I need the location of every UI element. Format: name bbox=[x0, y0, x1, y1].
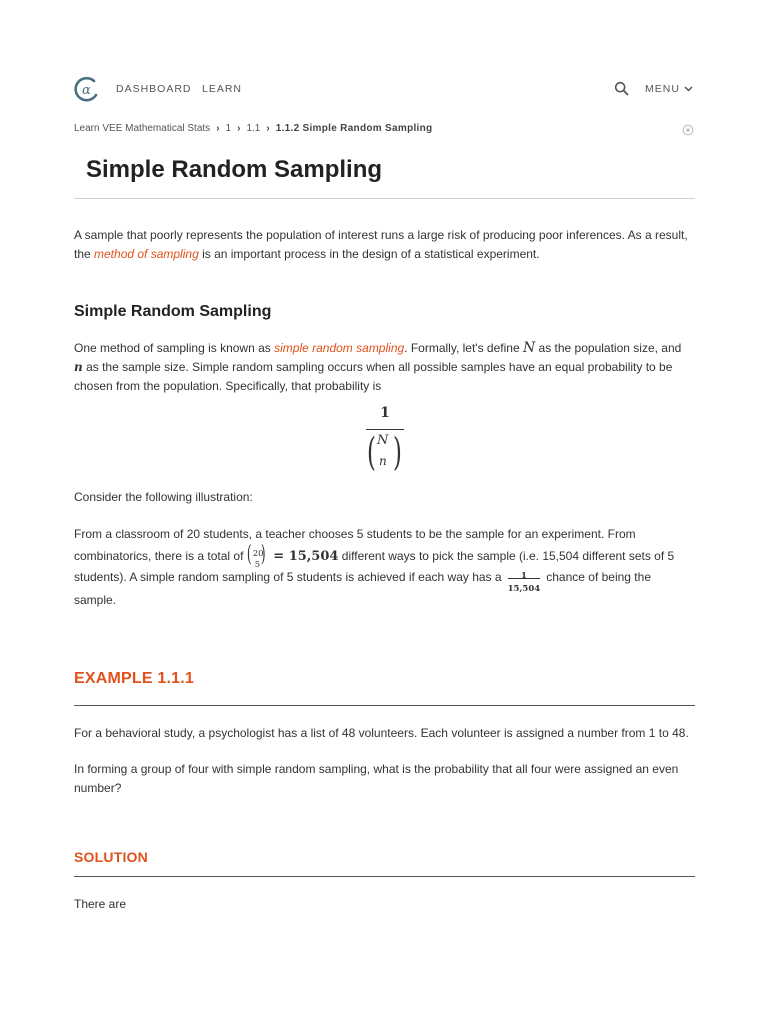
math-N: N bbox=[522, 340, 536, 356]
definition-text: as the sample size. Simple random sampling occurs when all possible samples have an equal probability to be chosen from the population. Specifically, that probability is bbox=[74, 360, 673, 393]
example-paragraph-1: For a behavioral study, a psychologist has a list of 48 volunteers. Each volunteer is assigned a number from 1 to 48. bbox=[74, 726, 689, 740]
solution-divider bbox=[74, 876, 695, 877]
breadcrumb-current: 1.1.2 Simple Random Sampling bbox=[275, 123, 433, 134]
title-divider bbox=[74, 198, 695, 199]
chevron-down-icon bbox=[684, 86, 693, 92]
illustration-text: chance of being the sample. bbox=[74, 570, 651, 607]
solution-title: SOLUTION bbox=[74, 849, 148, 865]
inline-binomial: ( 20 5 ) bbox=[247, 545, 269, 567]
illustration-text: different ways to pick the sample (i.e. 15,504 different sets of 5 students). A simple random sampling of 5 students is achieved if each way has a bbox=[74, 549, 675, 584]
fraction-denominator: 15,504 bbox=[507, 584, 541, 594]
probability-formula bbox=[360, 405, 410, 475]
binom-top: 20 bbox=[252, 549, 264, 559]
inline-fraction bbox=[507, 568, 541, 594]
breadcrumb-item-course[interactable]: Learn VEE Mathematical Stats bbox=[74, 123, 211, 134]
definition-text: . Formally, let's define bbox=[404, 341, 523, 355]
illustration-text: From a classroom of 20 students, a teacher chooses 5 students to be the sample for an experiment. From combinatorics, there is a total of bbox=[74, 527, 636, 563]
page-title: Simple Random Sampling bbox=[86, 156, 383, 183]
fraction-numerator: 1 bbox=[520, 571, 527, 581]
binom-bottom: 5 bbox=[254, 560, 261, 570]
intro-text: A sample that poorly represents the population of interest runs a large risk of producing poor inferences. As a result, the bbox=[74, 228, 688, 261]
svg-text:α: α bbox=[82, 83, 91, 98]
math-n: n bbox=[74, 360, 83, 374]
intro-paragraph bbox=[74, 226, 696, 264]
menu-label: MENU bbox=[645, 83, 680, 95]
method-of-sampling-link[interactable]: method of sampling bbox=[94, 247, 199, 261]
binom-value: = 15,504 bbox=[268, 549, 339, 564]
formula-paren-right: ) bbox=[392, 430, 402, 474]
breadcrumb bbox=[74, 123, 432, 134]
example-title: EXAMPLE 1.1.1 bbox=[74, 670, 194, 687]
definition-paragraph bbox=[74, 339, 696, 396]
at-sign-logo[interactable] bbox=[74, 75, 100, 103]
simple-random-sampling-link[interactable]: simple random sampling bbox=[274, 341, 405, 355]
formula-binom-top: N bbox=[377, 433, 389, 448]
bookmark-circle-icon[interactable] bbox=[682, 124, 694, 136]
nav-dashboard-link[interactable]: DASHBOARD bbox=[116, 83, 192, 95]
example-divider bbox=[74, 705, 695, 706]
section-heading: Simple Random Sampling bbox=[74, 303, 272, 320]
menu-button[interactable] bbox=[645, 83, 693, 95]
solution-paragraph: There are bbox=[74, 897, 127, 911]
consider-paragraph: Consider the following illustration: bbox=[74, 490, 253, 504]
top-navigation bbox=[74, 72, 695, 106]
nav-learn-link[interactable]: LEARN bbox=[202, 83, 243, 95]
breadcrumb-item-chapter[interactable]: 1 bbox=[225, 123, 232, 134]
intro-text: is an important process in the design of a statistical experiment. bbox=[198, 247, 540, 261]
search-icon[interactable] bbox=[614, 81, 629, 96]
breadcrumb-separator: › bbox=[237, 123, 241, 134]
definition-text: as the population size, and bbox=[535, 341, 682, 355]
formula-binom-bottom: n bbox=[379, 454, 387, 468]
definition-text: One method of sampling is known as bbox=[74, 341, 275, 355]
breadcrumb-separator: › bbox=[266, 123, 270, 134]
formula-paren-left: ( bbox=[366, 430, 376, 474]
example-paragraph-2: In forming a group of four with simple random sampling, what is the probability that all four were assigned an even number? bbox=[74, 762, 679, 795]
breadcrumb-item-section[interactable]: 1.1 bbox=[246, 123, 261, 134]
formula-numerator: 1 bbox=[380, 405, 390, 421]
illustration-paragraph bbox=[74, 524, 696, 611]
breadcrumb-separator: › bbox=[216, 123, 220, 134]
